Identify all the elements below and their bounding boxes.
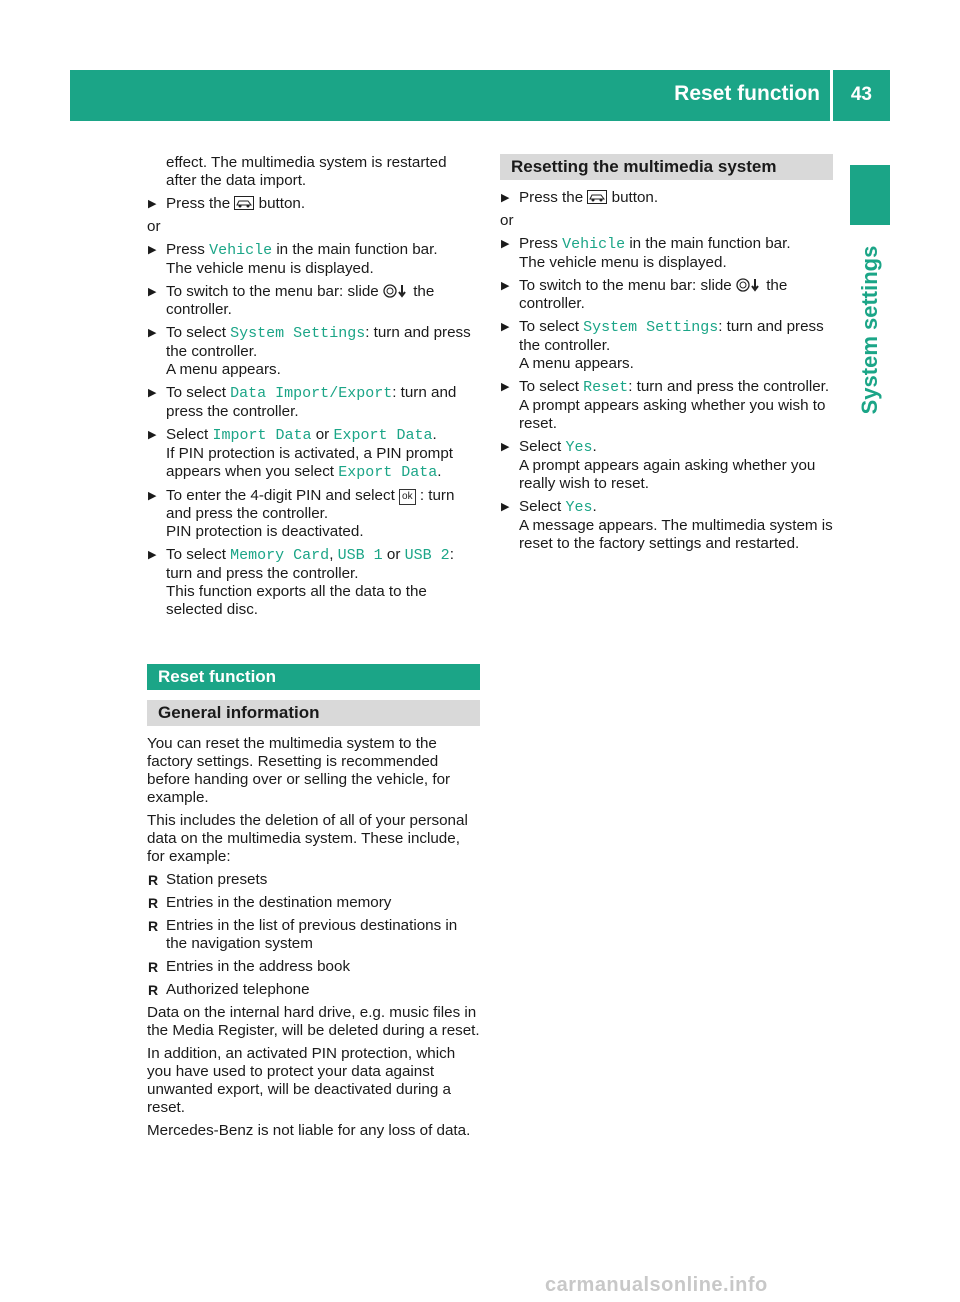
list-item: R Station presets xyxy=(147,871,480,889)
menu-export-data-2: Export Data xyxy=(338,464,438,481)
step-press-button: ▶ Press the button. xyxy=(147,195,480,213)
subsection-heading-general-information: General information xyxy=(147,700,480,726)
list-item: R Entries in the destination memory xyxy=(147,894,480,912)
side-tab-marker xyxy=(850,165,890,225)
menu-vehicle: Vehicle xyxy=(562,236,626,253)
step-enter-pin: ▶ To enter the 4-digit PIN and select ok : turn and press the controller. PIN protection is deactivated. xyxy=(147,487,480,541)
paragraph-deletion: This includes the deletion of all of your personal data on the multimedia system. These include, for example: xyxy=(147,812,468,865)
menu-vehicle: Vehicle xyxy=(209,242,273,259)
step-select-data-import-export: ▶ To select Data Import/Export: turn and press the controller. xyxy=(147,384,480,421)
list-item: R Authorized telephone xyxy=(147,981,480,999)
menu-export-data: Export Data xyxy=(333,427,433,444)
right-column xyxy=(500,154,833,558)
section-heading-reset-function: Reset function xyxy=(147,664,480,690)
or-text: or xyxy=(147,218,161,235)
watermark: carmanualsonline.info xyxy=(545,1274,768,1296)
menu-usb-2: USB 2 xyxy=(404,547,450,564)
menu-import-data: Import Data xyxy=(212,427,312,444)
paragraph-hard-drive: Data on the internal hard drive, e.g. music files in the Media Register, will be deleted during a reset. xyxy=(147,1004,480,1039)
step-select-system-settings: ▶ To select System Settings: turn and press the controller. A menu appears. xyxy=(147,324,480,379)
step-select-system-settings: ▶ To select System Settings: turn and press the controller. A menu appears. xyxy=(500,318,833,373)
header-title: Reset function xyxy=(674,82,820,105)
car-icon xyxy=(234,196,254,210)
menu-reset: Reset xyxy=(583,379,629,396)
paragraph-intro: You can reset the multimedia system to the factory settings. Resetting is recommended before handing over or selling the vehicle, for example. xyxy=(147,735,451,806)
ok-icon: ok xyxy=(399,489,416,505)
step-select-import-export: ▶ Select Import Data or Export Data. If PIN protection is activated, a PIN prompt appears when you select Export Data. xyxy=(147,426,480,482)
or-text: or xyxy=(500,212,514,229)
header-divider xyxy=(830,70,833,121)
menu-system-settings: System Settings xyxy=(230,325,366,342)
side-label: System settings xyxy=(857,245,882,415)
menu-data-import-export: Data Import/Export xyxy=(230,385,393,402)
controller-slide-icon xyxy=(736,278,762,292)
step-select-reset: ▶ To select Reset: turn and press the controller. A prompt appears asking whether you wish to reset. xyxy=(500,378,833,433)
page-header xyxy=(70,70,890,121)
car-icon xyxy=(587,190,607,204)
menu-yes: Yes xyxy=(565,499,593,516)
controller-slide-icon xyxy=(383,284,409,298)
paragraph-pin: In addition, an activated PIN protection, which you have used to protect your data against unwanted export, will be deactivated during a reset. xyxy=(147,1045,456,1116)
list-item: R Entries in the list of previous destinations in the navigation system xyxy=(147,917,480,953)
intro-text: effect. The multimedia system is restarted after the data import. xyxy=(166,154,447,189)
side-label-wrap xyxy=(850,240,890,420)
step-switch-menu: ▶ To switch to the menu bar: slide the controller. xyxy=(500,277,833,313)
step-press-vehicle: ▶ Press Vehicle in the main function bar. The vehicle menu is displayed. xyxy=(500,235,833,272)
left-column xyxy=(147,154,480,1145)
page-number: 43 xyxy=(850,84,872,105)
subsection-heading-resetting: Resetting the multimedia system xyxy=(500,154,833,180)
menu-memory-card: Memory Card xyxy=(230,547,330,564)
step-select-yes-2: ▶ Select Yes. A message appears. The multimedia system is reset to the factory settings and restarted. xyxy=(500,498,833,553)
paragraph-liability: Mercedes-Benz is not liable for any loss of data. xyxy=(147,1122,471,1139)
list-item: R Entries in the address book xyxy=(147,958,480,976)
menu-yes: Yes xyxy=(565,439,593,456)
step-select-yes-1: ▶ Select Yes. A prompt appears again asking whether you really wish to reset. xyxy=(500,438,833,493)
step-press-button: ▶ Press the button. xyxy=(500,189,833,207)
menu-usb-1: USB 1 xyxy=(337,547,383,564)
step-press-vehicle: ▶ Press Vehicle in the main function bar. The vehicle menu is displayed. xyxy=(147,241,480,278)
step-switch-menu: ▶ To switch to the menu bar: slide the controller. xyxy=(147,283,480,319)
menu-system-settings: System Settings xyxy=(583,319,719,336)
step-select-storage: ▶ To select Memory Card, USB 1 or USB 2: turn and press the controller. This function exports all the data to the selected disc. xyxy=(147,546,480,619)
